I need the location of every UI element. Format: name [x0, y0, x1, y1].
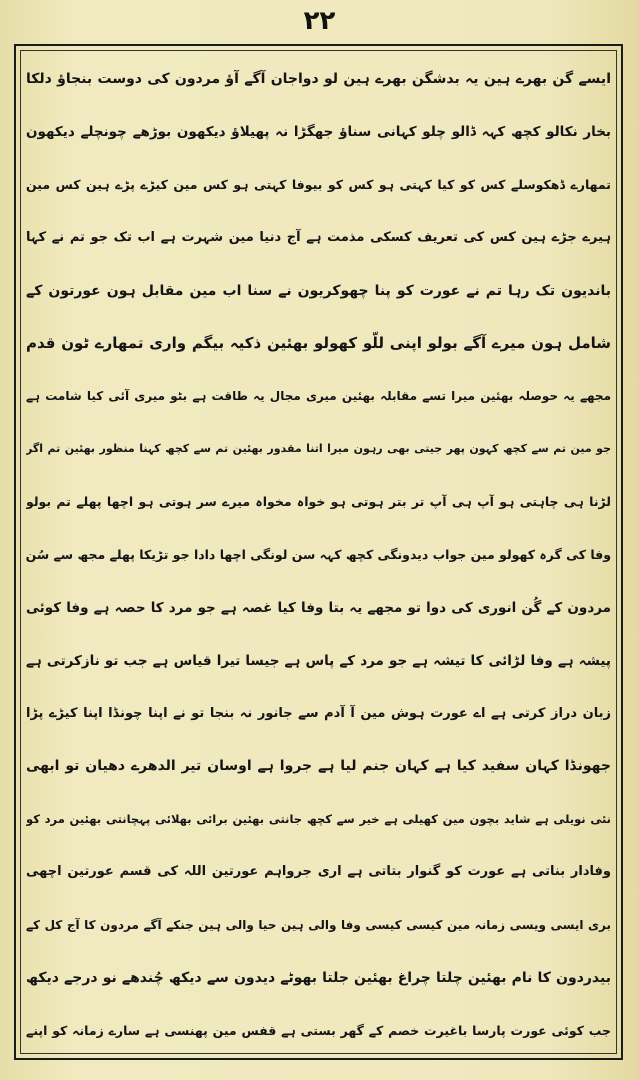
- text-line: وفا کی گرہ کھولو مین جواب دیدونگی کچھ کہہ سن لونگی اچھا دادا جو تڑیکا پھلے مجھ سے سُن: [26, 546, 611, 562]
- text-line: ہیرے جڑے ہین کس کی تعریف کسکی مذمت ہے آج دنیا مین شہرت ہے اب تک جو تم نے کہا: [26, 229, 611, 245]
- text-line: لڑنا ہی چاہتی ہو آپ ہی آپ تر بتر ہوتی ہو خواہ مخواہ میرے سر ہوتی ہو اچھا پھلے تم بولو: [26, 494, 611, 509]
- text-line: ایسے گن بھرے ہین یہ بدشگن بھرے ہین لو دواجان آگے آؤ مردون کی دوست بنجاؤ دلکا: [26, 71, 611, 87]
- text-line: وفادار بناتی ہے عورت کو گنوار بتاتی ہے اری جرواہم عورتین اللہ کی قسم عورتین اچھی: [26, 864, 611, 880]
- text-line: تمھارے ڈھکوسلے کس کو کیا کہتی ہو کس کو بیوفا کہتی ہو کس مین کیڑے پڑے ہین کس مین: [26, 176, 611, 192]
- text-line: جب کوئی عورت پارسا باغیرت خصم کے گھر بستی ہے قفس مین پھنسی ہے سارے زمانہ کو اپنے: [26, 1022, 611, 1038]
- text-line: شامل ہون میرے آگے بولو اپنی للّو کھولو بھئین ذکیہ بیگم واری تمھارے ٹون قدم: [26, 334, 611, 353]
- text-line: مجھے یہ حوصلہ بھئین میرا تسے مقابلہ بھئین میری مجال یہ طاقت ہے بٹو میری آئی کیا شامت ہے: [26, 389, 611, 404]
- text-line: پیشہ ہے وفا لڑائی کا تیشہ ہے جو مرد کے پاس ہے جیسا تیرا قیاس ہے جب تو نازکرتی ہے: [26, 652, 611, 669]
- text-line: جھونڈا کہان سفید کیا ہے کہان جنم لیا ہے جروا ہے اوسان تیر الدھرے دھیان تو ابھی: [26, 758, 611, 775]
- text-line: باندیون تک رہا تم نے عورت کو پنا چھوکریون نے سنا اب مین مقابل ہون عورتون کے: [26, 282, 611, 299]
- text-line: زبان دراز کرتی ہے اے عورت ہوش مین آ آدم سے جانور نہ بنجا تو نے اپنا چونڈا اپنا کیڑے پڑا: [26, 705, 611, 721]
- page-number: ۲۲: [303, 6, 336, 36]
- text-line: نئی نویلی ہے شاید بچون مین کھیلی ہے خیر سے کچھ جانتی بھئین برائی بھلائی پہچانتی بھئین مرد کو: [26, 812, 611, 827]
- body-text: [26, 60, 611, 1050]
- text-line: بری ایسی ویسی زمانہ مین کیسی کیسی وفا والی ہین حیا والی ہین جنکے آگے مردون کا آج کل کے: [26, 918, 611, 932]
- text-line: مردون کے گُن انوری کی دوا تو مجھے یہ بتا وفا کیا غصہ ہے جو مرد کا حصہ ہے وفا کوئی: [26, 599, 611, 616]
- text-line: جو مین تم سے کچھ کہون پھر جیتی بھی رہون میرا اتنا مقدور بھئین تم سے کچھ کہنا منظور بھئین تم اگر: [26, 442, 611, 456]
- text-line: بخار نکالو کچھ کہہ ڈالو چلو کہانی سناؤ جھگڑا نہ پھیلاؤ دیکھون بوڑھے چونچلے دیکھون: [26, 123, 611, 140]
- text-line: بیدردون کا نام بھئین چلتا چراغ بھئین جلتا بھوٹے دیدون سے دیکھ چُندھے نو درجے دیکھ: [26, 969, 611, 986]
